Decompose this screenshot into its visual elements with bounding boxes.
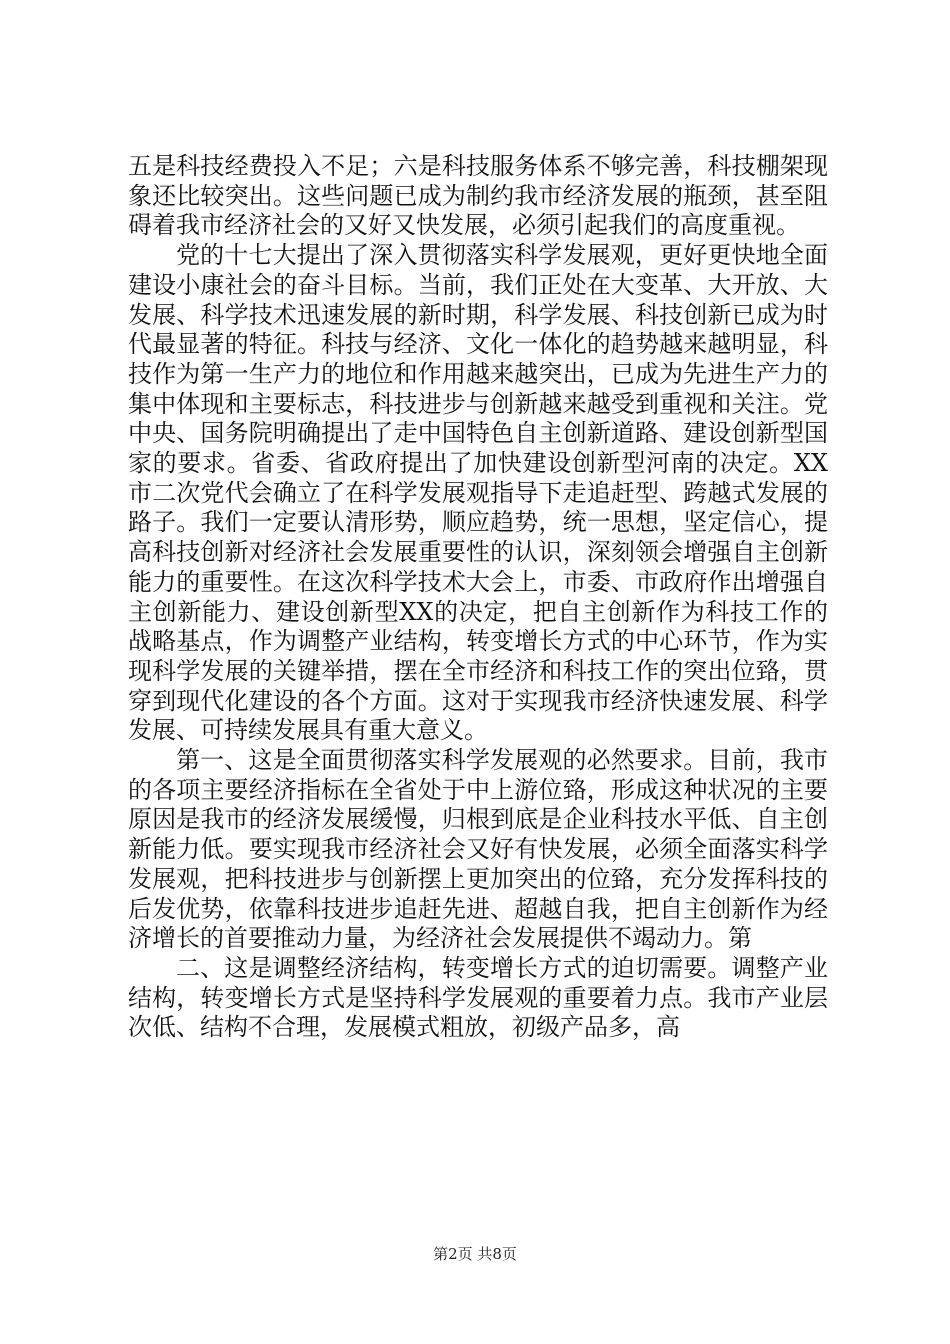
paragraph-2: 党的十七大提出了深入贯彻落实科学发展观，更好更快地全面建设小康社会的奋斗目标。当前，我们正处在大变革、大开放、大发展、科学技术迅速发展的新时期，科学发展、科技创新已成为时代最显著的特征。科技与经济、文化一体化的趋势越来越明显，科技作为第一生产力的地位和作用越来越突出，已成为先进生产力的集中体现和主要标志，科技进步与创新越来越受到重视和关注。党中央、国务院明确提出了走中国特色自主创新道路、建设创新型国家的要求。省委、省政府提出了加快建设创新型河南的决定。XX市二次党代会确立了在科学发展观指导下走追赶型、跨越式发展的路子。我们一定要认清形势，顺应趋势，统一思想，坚定信心，提高科技创新对经济社会发展重要性的认识，深刻领会增强自主创新能力的重要性。在这次科学技术大会上，市委、市政府作出增强自主创新能力、建设创新型XX的决定，把自主创新作为科技工作的战略基点，作为调整产业结构，转变增长方式的中心环节，作为实现科学发展的关键举措，摆在全市经济和科技工作的突出位臵，贯穿到现代化建设的各个方面。这对于实现我市经济快速发展、科学发展、可持续发展具有重大意义。 <box>128 241 828 745</box>
page-number-footer: 第2页 共8页 <box>433 1245 517 1263</box>
paragraph-3: 第一、这是全面贯彻落实科学发展观的必然要求。目前，我市的各项主要经济指标在全省处于中上游位臵，形成这种状况的主要原因是我市的经济发展缓慢，归根到底是企业科技水平低、自主创新能力低。要实现我市经济社会又好有快发展，必须全面落实科学发展观，把科技进步与创新摆上更加突出的位臵，充分发挥科技的后发优势，依靠科技进步追赶先进、超越自我，把自主创新作为经济增长的首要推动力量，为经济社会发展提供不竭动力。第 <box>128 746 828 953</box>
document-body <box>128 152 828 1043</box>
paragraph-4: 二、这是调整经济结构，转变增长方式的迫切需要。调整产业结构，转变增长方式是坚持科学发展观的重要着力点。我市产业层次低、结构不合理，发展模式粗放，初级产品多，高 <box>128 953 828 1042</box>
paragraph-1: 五是科技经费投入不足；六是科技服务体系不够完善，科技棚架现象还比较突出。这些问题已成为制约我市经济发展的瓶颈，甚至阻碍着我市经济社会的又好又快发展，必须引起我们的高度重视。 <box>128 152 828 240</box>
